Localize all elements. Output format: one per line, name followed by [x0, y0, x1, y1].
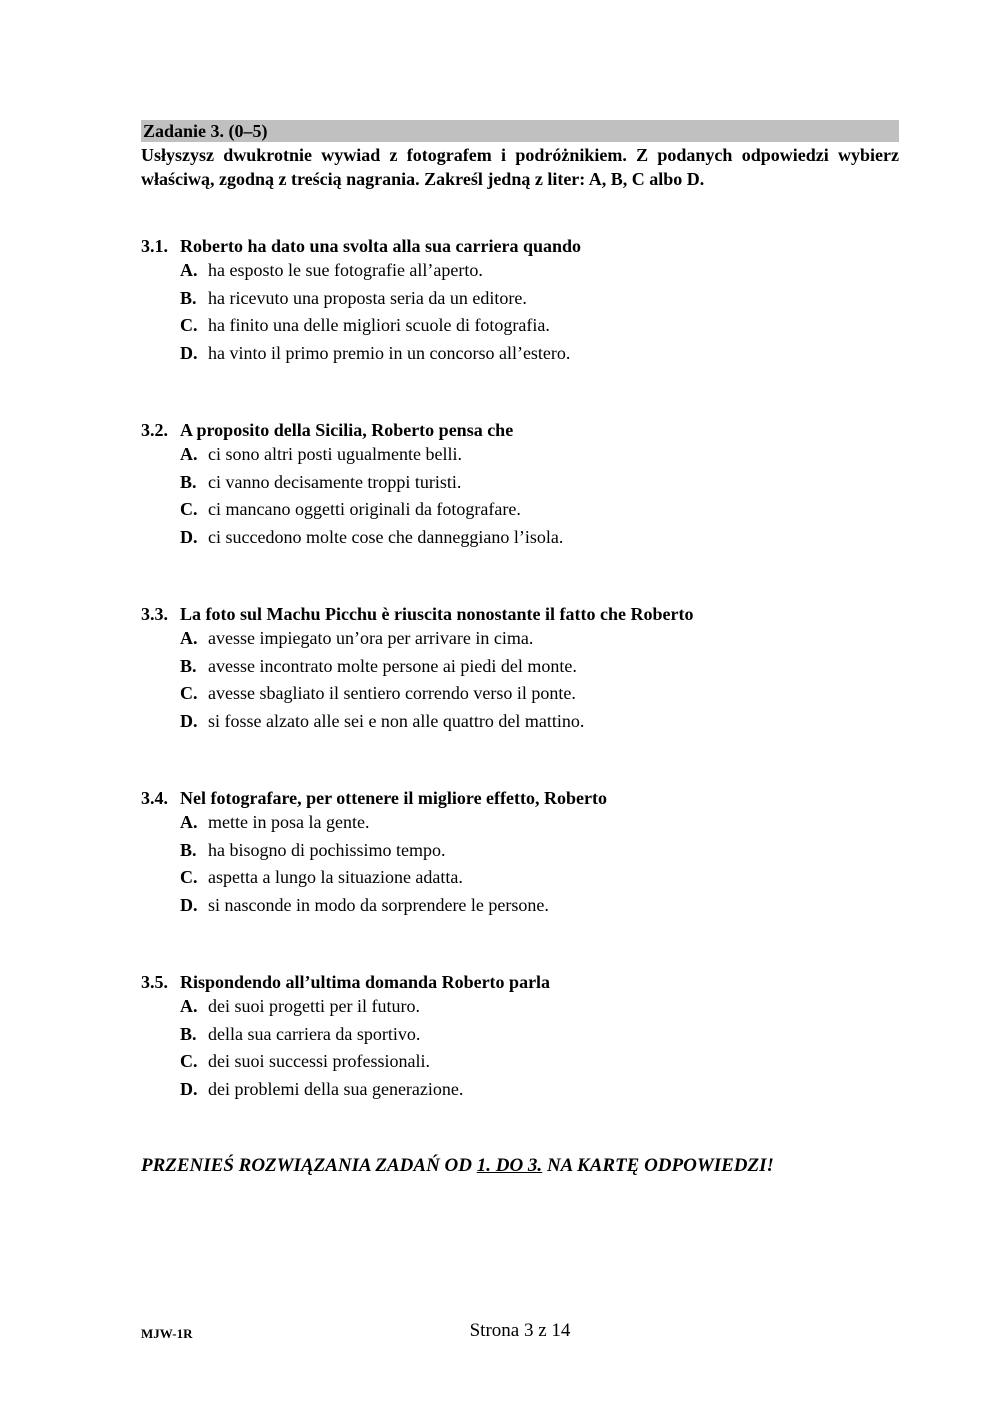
options-list: [180, 626, 899, 736]
option-b[interactable]: [180, 1022, 899, 1050]
question-number: 3.1.: [141, 236, 168, 256]
question-text: Nel fotografare, per ottenere il migliore effetto, Roberto: [180, 788, 607, 808]
option-letter: A.: [180, 812, 198, 832]
option-b[interactable]: [180, 470, 899, 498]
option-text: ha bisogno di pochissimo tempo.: [208, 839, 446, 860]
option-d[interactable]: [180, 525, 899, 553]
option-letter: A.: [180, 996, 198, 1016]
exam-page: [141, 120, 899, 1176]
question-3-3: [141, 602, 899, 736]
option-c[interactable]: [180, 313, 899, 341]
option-b[interactable]: [180, 838, 899, 866]
option-letter: C.: [180, 1051, 198, 1072]
question-number: 3.4.: [141, 788, 168, 808]
option-c[interactable]: [180, 1049, 899, 1077]
option-letter: B.: [180, 655, 197, 676]
option-letter: A.: [180, 260, 198, 280]
option-text: ha esposto le sue fotografie all’aperto.: [208, 260, 483, 280]
option-letter: A.: [180, 444, 198, 464]
option-letter: C.: [180, 867, 198, 888]
notice-part-1: PRZENIEŚ ROZWIĄZANIA ZADAŃ OD: [141, 1155, 477, 1176]
notice-part-2: NA KARTĘ ODPOWIEDZI!: [542, 1155, 774, 1176]
option-text: mette in posa la gente.: [208, 812, 370, 832]
option-text: avesse sbagliato il sentiero correndo verso il ponte.: [208, 683, 576, 704]
option-d[interactable]: [180, 1077, 899, 1105]
question-3-4: [141, 786, 899, 920]
option-text: ci sono altri posti ugualmente belli.: [208, 444, 462, 464]
option-text: ha finito una delle migliori scuole di fotografia.: [208, 315, 550, 336]
option-a[interactable]: [180, 258, 899, 286]
option-a[interactable]: [180, 626, 899, 654]
question-text: La foto sul Machu Picchu è riuscita nonostante il fatto che Roberto: [180, 604, 694, 624]
options-list: [180, 258, 899, 368]
option-text: ha vinto il primo premio in un concorso all’estero.: [208, 342, 571, 363]
question-stem: [141, 418, 899, 442]
question-text: A proposito della Sicilia, Roberto pensa che: [180, 420, 514, 440]
question-stem: [141, 234, 899, 258]
question-3-2: [141, 418, 899, 552]
option-letter: B.: [180, 471, 197, 492]
option-letter: C.: [180, 499, 198, 520]
option-text: si nasconde in modo da sorprendere le persone.: [208, 894, 549, 915]
option-text: ci succedono molte cose che danneggiano l’isola.: [208, 526, 564, 547]
option-b[interactable]: [180, 286, 899, 314]
question-text: Roberto ha dato una svolta alla sua carriera quando: [180, 236, 582, 256]
option-text: dei problemi della sua generazione.: [208, 1078, 464, 1099]
option-b[interactable]: [180, 654, 899, 682]
option-letter: D.: [180, 710, 198, 731]
page-number: Strona 3 z 14: [469, 1320, 571, 1341]
option-letter: D.: [180, 342, 198, 363]
question-text: Rispondendo all’ultima domanda Roberto parla: [180, 972, 551, 992]
option-text: aspetta a lungo la situazione adatta.: [208, 867, 463, 888]
question-number: 3.3.: [141, 604, 168, 624]
option-c[interactable]: [180, 681, 899, 709]
option-d[interactable]: [180, 893, 899, 921]
options-list: [180, 810, 899, 920]
option-text: si fosse alzato alle sei e non alle quattro del mattino.: [208, 710, 585, 731]
question-stem: [141, 970, 899, 994]
options-list: [180, 994, 899, 1104]
option-letter: D.: [180, 894, 198, 915]
option-d[interactable]: [180, 709, 899, 737]
question-stem: [141, 786, 899, 810]
option-text: ci vanno decisamente troppi turisti.: [208, 471, 462, 492]
question-number: 3.2.: [141, 420, 168, 440]
option-letter: D.: [180, 1078, 198, 1099]
option-letter: B.: [180, 1023, 197, 1044]
option-letter: B.: [180, 287, 197, 308]
exam-code: MJW-1R: [141, 1326, 193, 1341]
option-letter: C.: [180, 315, 198, 336]
notice-task-range: 1. DO 3.: [476, 1155, 543, 1176]
task-instruction: Usłyszysz dwukrotnie wywiad z fotografem i podróżnikiem. Z podanych odpowiedzi wybierz właściwą, zgodną z treścią nagrania. Zakreśl jedną z liter: A, B, C albo D.: [141, 145, 899, 189]
question-number: 3.5.: [141, 972, 168, 992]
option-c[interactable]: [180, 865, 899, 893]
transfer-answers-notice: [141, 1155, 774, 1177]
option-text: dei suoi successi professionali.: [208, 1051, 430, 1072]
option-c[interactable]: [180, 497, 899, 525]
option-a[interactable]: [180, 810, 899, 838]
option-text: avesse impiegato un’ora per arrivare in cima.: [208, 628, 534, 648]
question-3-5: [141, 970, 899, 1104]
option-letter: D.: [180, 526, 198, 547]
option-letter: C.: [180, 683, 198, 704]
option-a[interactable]: [180, 994, 899, 1022]
option-text: della sua carriera da sportivo.: [208, 1023, 421, 1044]
option-letter: A.: [180, 628, 198, 648]
question-stem: [141, 602, 899, 626]
option-d[interactable]: [180, 341, 899, 369]
question-3-1: [141, 234, 899, 368]
option-text: ha ricevuto una proposta seria da un editore.: [208, 287, 527, 308]
option-letter: B.: [180, 839, 197, 860]
option-text: ci mancano oggetti originali da fotografare.: [208, 499, 521, 520]
options-list: [180, 442, 899, 552]
option-text: dei suoi progetti per il futuro.: [208, 996, 420, 1016]
option-a[interactable]: [180, 442, 899, 470]
task-header: Zadanie 3. (0–5): [141, 120, 899, 142]
option-text: avesse incontrato molte persone ai piedi del monte.: [208, 655, 577, 676]
